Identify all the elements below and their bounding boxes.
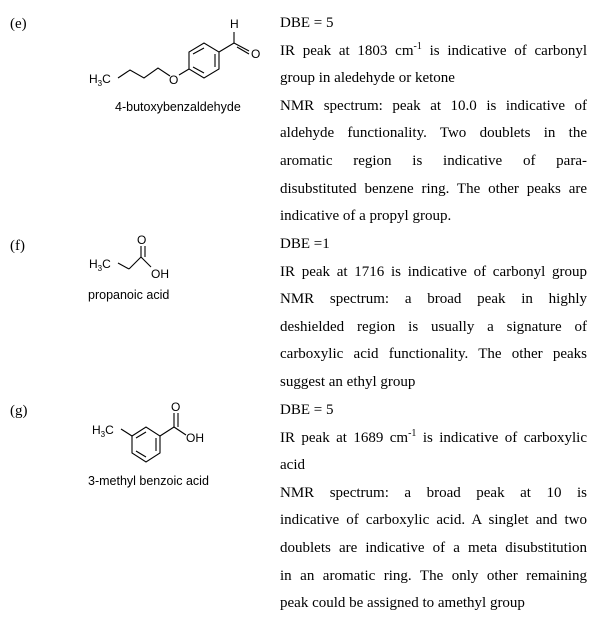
entry-label-e: (e) (10, 16, 27, 32)
text-line: indicative of carboxylic acid. A singlet and two (280, 512, 587, 529)
text-line: aldehyde functionality. Two doublets in the (280, 125, 587, 142)
text-line: NMR spectrum: peak at 10.0 is indicative of (280, 97, 587, 114)
hydroxyl-label: OH (151, 267, 169, 281)
carbonyl-oxygen-label: O (171, 400, 181, 414)
carbonyl-oxygen-label: O (251, 47, 261, 61)
text-line: IR peak at 1716 is indicative of carbonyl group (280, 263, 587, 280)
dbe-line: DBE = 5 (280, 15, 334, 31)
text-line: NMR spectrum: a broad peak at 10 is (280, 484, 587, 501)
svg-text:H3C (89, 72, 111, 88)
h3c-sub: 3 (97, 79, 103, 88)
h3c-c: C (102, 72, 111, 86)
description-g (280, 397, 587, 618)
compound-caption-e: 4-butoxybenzaldehyde (115, 100, 241, 114)
description-e (280, 10, 587, 231)
structure-4-butoxybenzaldehyde (80, 12, 280, 102)
text-line: indicative of a propyl group. (280, 208, 452, 225)
structure-3-methyl-benzoic-acid (88, 398, 218, 473)
text-line: doublets are indicative of a meta disubstitution (280, 539, 587, 556)
ir-line: IR peak at 1689 $cm^{-1}$ is indicative of carboxylic (280, 427, 588, 446)
description-f (280, 231, 587, 397)
carbonyl-oxygen-label: O (137, 233, 147, 247)
structure-propanoic-acid (85, 235, 195, 285)
text-line: carboxylic acid functionality. The other peaks (280, 346, 587, 363)
text-line: deshielded region is usually a signature of (280, 318, 587, 335)
hydroxyl-label: OH (186, 431, 204, 445)
ether-oxygen-label: O (169, 73, 179, 87)
h3c-h: H (89, 72, 98, 86)
text-line: disubstituted benzene ring. The other peaks are (280, 180, 587, 197)
text-line: suggest an ethyl group (280, 373, 416, 390)
text-line: acid (280, 457, 305, 474)
svg-text:H3C: $H_3C$ (92, 423, 114, 439)
text-line: in an aromatic ring. The only other remaining (280, 567, 587, 584)
text-line: aromatic region is indicative of para- (280, 152, 587, 169)
dbe-line: DBE =1 (280, 236, 330, 252)
text-line: NMR spectrum: a broad peak in highly (280, 291, 587, 308)
ir-line: IR peak at 1803 $cm^{-1}$ is indicative of carbonyl (280, 40, 587, 59)
entry-label-g: (g) (10, 403, 28, 419)
compound-caption-f: propanoic acid (88, 288, 170, 302)
dbe-line: DBE = 5 (280, 402, 334, 418)
svg-text:H3C: $H_3C$ (89, 257, 111, 273)
text-line: group in aledehyde or ketone (280, 70, 455, 87)
compound-caption-g: 3-methyl benzoic acid (88, 474, 209, 488)
aldehyde-h-label: H (230, 17, 239, 31)
text-line: peak could be assigned to amethyl group (280, 595, 525, 612)
entry-label-f: (f) (10, 238, 25, 254)
